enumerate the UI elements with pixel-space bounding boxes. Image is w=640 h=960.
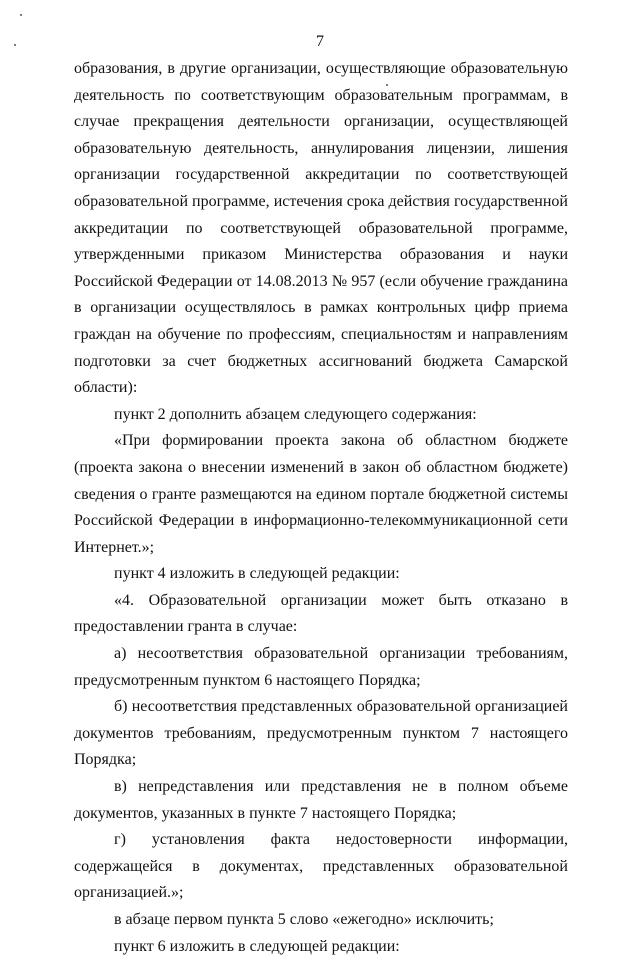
paragraph: «4. Образовательной организации может быть отказано в предоставлении гранта в случае:: [74, 591, 568, 636]
paragraph: в абзаце первом пункта 5 слово «ежегодно» исключить;: [114, 911, 494, 928]
paragraph: пункт 4 изложить в следующей редакции:: [114, 565, 400, 583]
scan-speck: [20, 14, 22, 16]
paragraph: пункт 2 дополнить абзацем следующего содержания:: [114, 405, 477, 423]
document-body: [74, 56, 568, 960]
paragraph: «При формировании проекта закона об областном бюджете (проекта закона о внесении изменений в закон об областном бюджете) сведения о гранте размещаются на едином портале бюджетной системы Российской Федерации в информационно-телекоммуникационной сети Интернет.»;: [74, 432, 568, 556]
scan-speck: [14, 44, 16, 46]
paragraph: б) несоответствия представленных образовательной организацией документов требованиям, предусмотренным пунктом 7 настоящего Порядка;: [74, 698, 568, 769]
paragraph: г) установления факта недостоверности информации, содержащейся в документах, представленных образовательной организацией.»;: [74, 831, 568, 902]
paragraph: а) несоответствия образовательной организации требованиям, предусмотренным пунктом 6 настоящего Порядка;: [74, 645, 568, 689]
paragraph: образования, в другие организации, осуществляющие образовательную деятельность по соответствующим образовательным программам, в случае прекращения деятельности организации, осуществляющей образовательную деятельность, аннулирования лицензии, лишения организации государственной аккредитации по соответствующей образовательной программе, истечения срока действия государственной аккредитации по соответствующей образовательной программе, утвержденными приказом Министерства образования и науки Российской Федерации от 14.08.2013 № 957 (если обучение гражданина в организации осуществлялось в рамках контрольных цифр приема граждан на обучение по профессиям, специальностям и направлениям подготовки за счет бюджетных ассигнований бюджета Самарской области):: [74, 60, 568, 397]
page-number: 7: [316, 33, 324, 50]
paragraph: пункт 6 изложить в следующей редакции:: [114, 937, 400, 955]
paragraph: в) непредставления или представления не в полном объеме документов, указанных в пункте 7 настоящего Порядка;: [74, 778, 568, 822]
